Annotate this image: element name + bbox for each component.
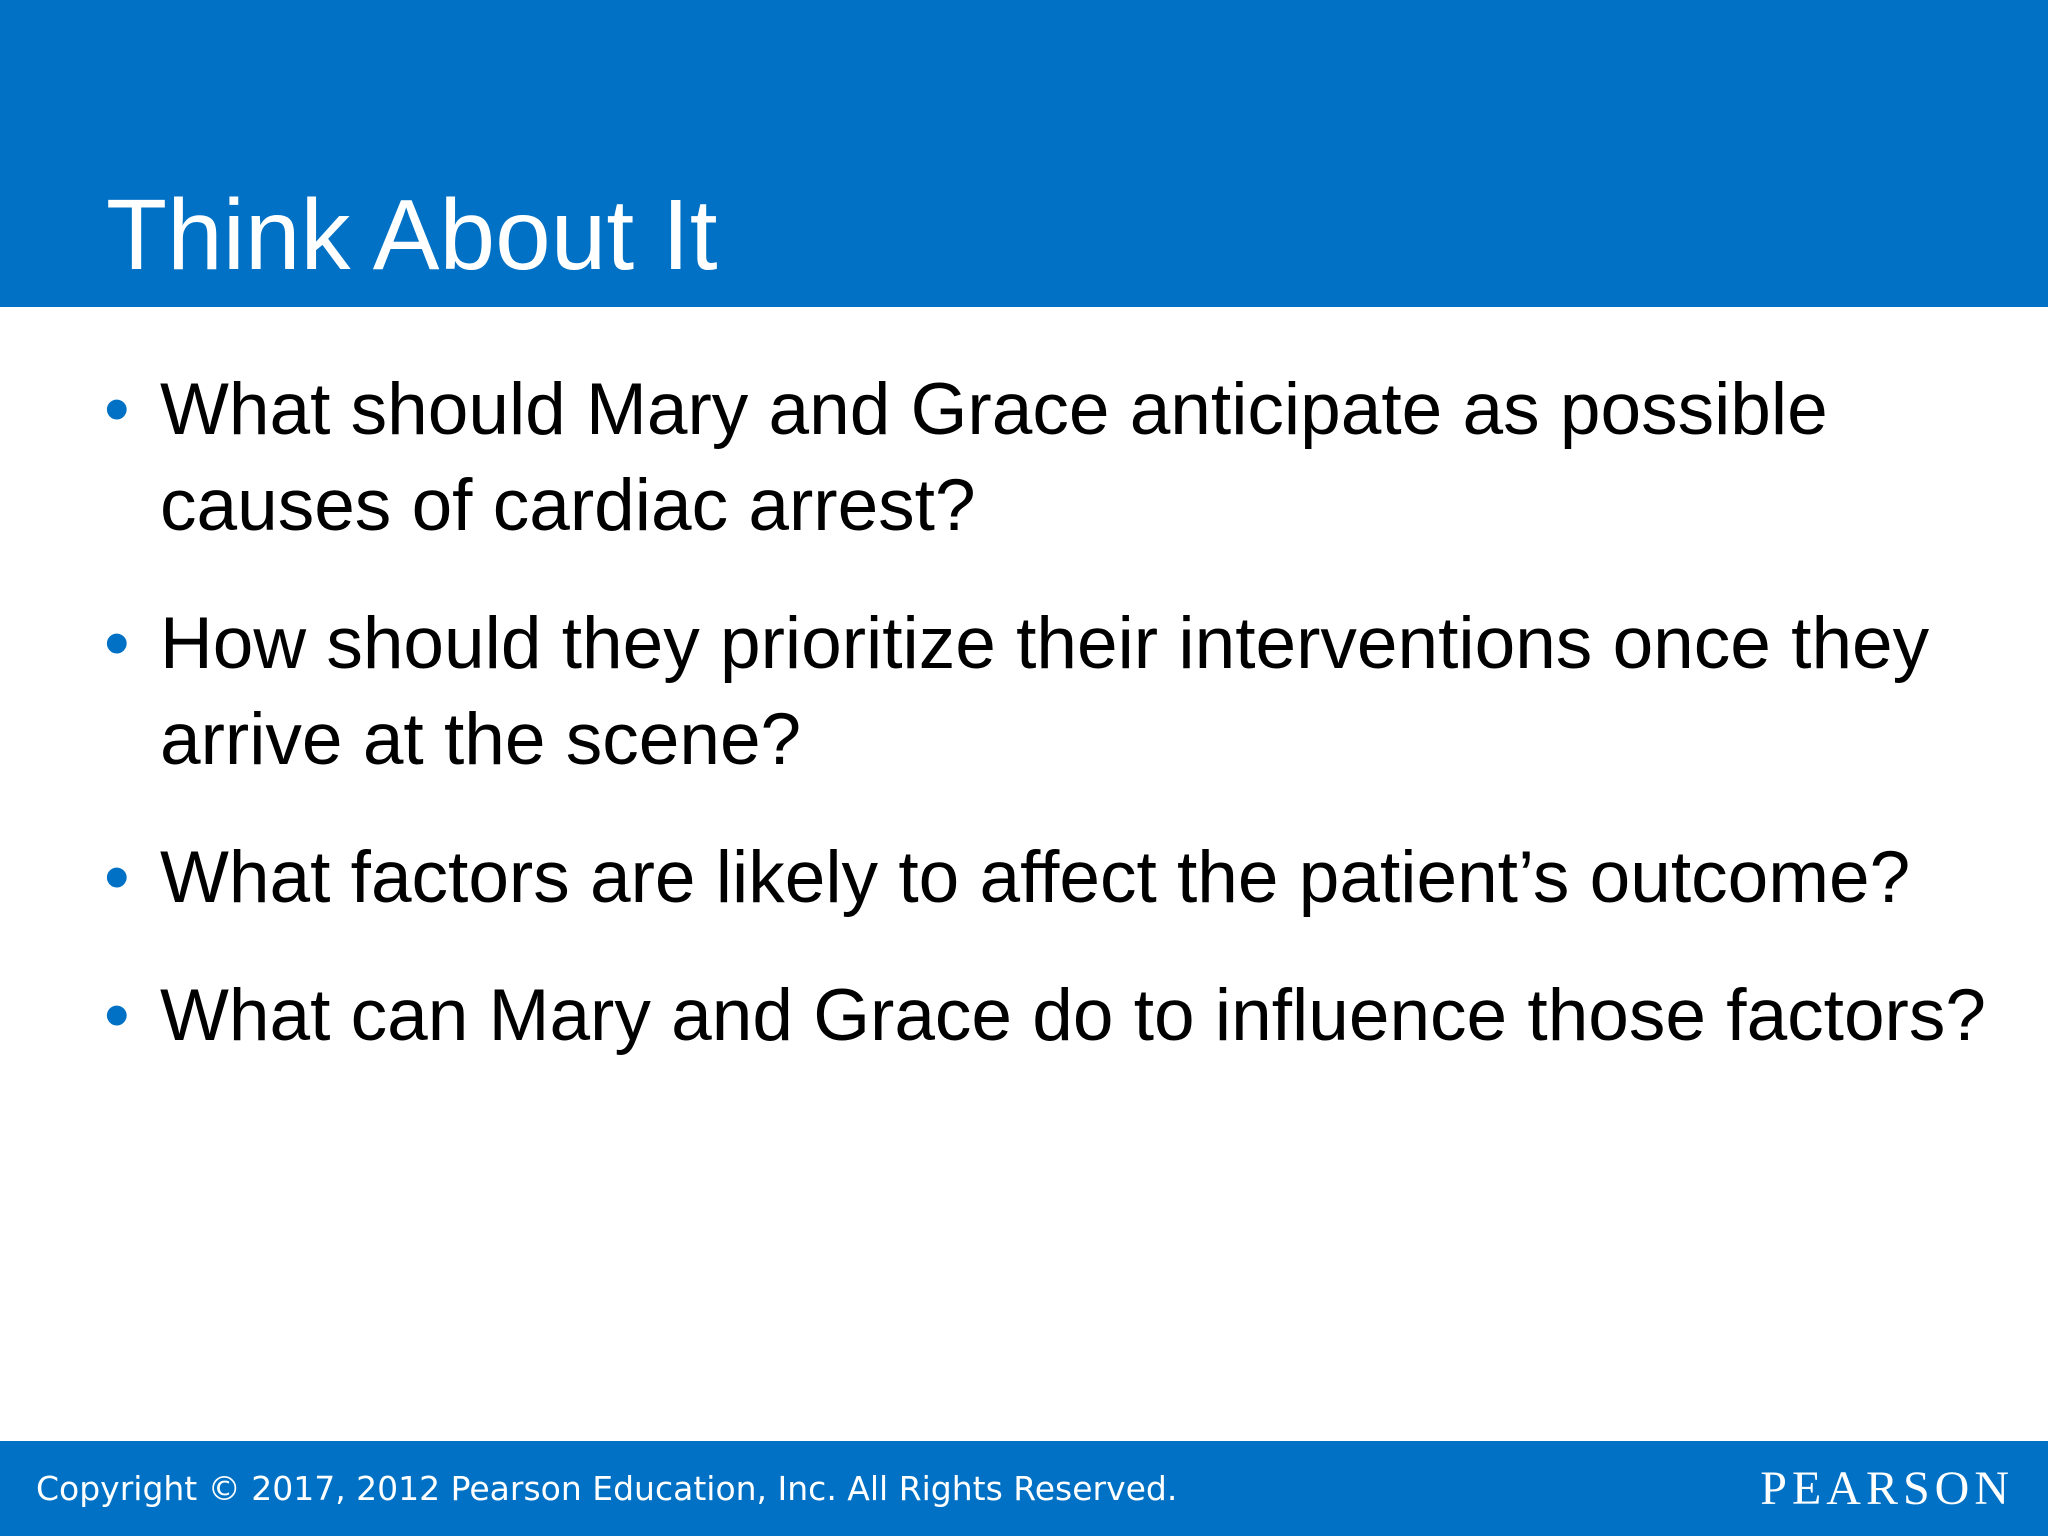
bullet-text: What factors are likely to affect the patient’s outcome? [160, 837, 1911, 918]
bullet-marker: • [104, 975, 130, 1056]
bullet-marker: • [104, 837, 130, 918]
copyright-notice: Copyright © 2017, 2012 Pearson Education, Inc. All Rights Reserved. [36, 1469, 1178, 1508]
bullet-marker: • [104, 603, 130, 684]
bullet-item [104, 596, 2004, 788]
bullet-marker: • [104, 369, 130, 450]
publisher-logo: PEARSON [1760, 1462, 2014, 1515]
slide-title: Think About It [106, 179, 718, 291]
bullet-item [104, 968, 2004, 1064]
bullet-item [104, 362, 2004, 554]
bullet-item [104, 830, 2004, 926]
footer-band [0, 1441, 2048, 1536]
header-band [0, 0, 2048, 307]
bullet-text: What should Mary and Grace anticipate as possible causes of cardiac arrest? [160, 369, 1828, 546]
bullet-text: How should they prioritize their interventions once they arrive at the scene? [160, 603, 1930, 780]
bullet-list [104, 362, 2004, 1106]
bullet-text: What can Mary and Grace do to influence those factors? [160, 975, 1986, 1056]
